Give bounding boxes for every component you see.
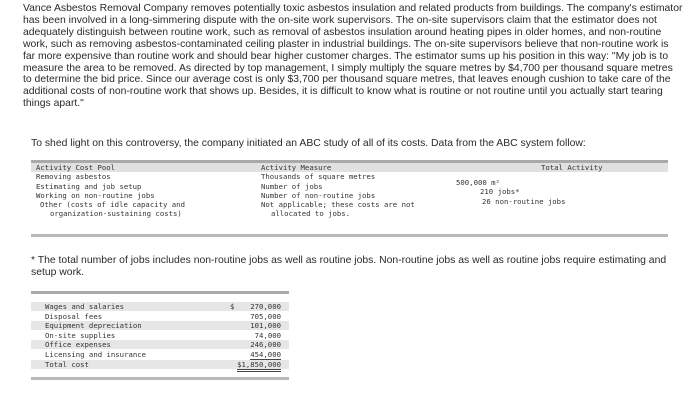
abc-row-total: 26 non-routine jobs — [482, 197, 566, 206]
abc-row-measure: Number of non-routine jobs — [261, 191, 376, 200]
abc-row-pool: Working on non-routine jobs — [36, 191, 155, 200]
abc-row-total: 500,000 m² — [456, 178, 500, 187]
abc-row-measure: Not applicable; these costs are not — [261, 200, 415, 209]
cost-amount: 101,000 — [250, 321, 281, 330]
abc-row-pool: Other (costs of idle capacity and — [40, 200, 185, 209]
cost-row — [31, 302, 289, 311]
header-activity-cost-pool: Activity Cost Pool — [36, 163, 116, 172]
cost-amount: 454,000 — [250, 349, 281, 359]
abc-row-total: 210 jobs* — [480, 187, 520, 196]
cost-label: On-site supplies — [45, 330, 116, 340]
cost-label: Wages and salaries — [45, 302, 125, 311]
abc-row-measure: Thousands of square metres — [261, 172, 376, 181]
cost-amount: 74,000 — [254, 330, 281, 340]
cost-amount: 246,000 — [250, 340, 281, 349]
cost-table — [31, 291, 289, 375]
cost-row-total — [31, 360, 289, 369]
cost-label: Total cost — [45, 360, 89, 369]
cost-row — [31, 321, 289, 330]
cost-dollar-sign: $ — [230, 302, 235, 311]
cost-amount: 270,000 — [250, 302, 281, 311]
abc-row-pool: Removing asbestos — [36, 172, 111, 181]
header-activity-measure: Activity Measure — [261, 163, 332, 172]
abc-table — [31, 160, 668, 237]
abc-row-measure: Number of jobs — [261, 182, 323, 191]
cost-label: Equipment depreciation — [45, 321, 142, 330]
footnote-text: * The total number of jobs includes non-routine jobs as well as routine jobs. Non-routine jobs as well as routine jobs require estimating and setup work. — [31, 255, 667, 278]
cost-row — [31, 312, 289, 321]
cost-row — [31, 331, 289, 340]
abc-table-bottom-rule — [31, 234, 668, 237]
cost-label: Office expenses — [45, 340, 111, 349]
cost-label: Disposal fees — [45, 311, 103, 321]
cost-row — [31, 340, 289, 349]
abc-row-pool: organization-sustaining costs) — [50, 209, 182, 218]
abc-row-measure: allocated to jobs. — [271, 209, 351, 218]
cost-label: Licensing and insurance — [45, 349, 147, 359]
intro-text: To shed light on this controversy, the company initiated an ABC study of all of its costs. Data from the ABC system follow: — [31, 138, 586, 149]
header-total-activity: Total Activity — [541, 163, 603, 172]
cost-amount: $1,850,000 — [237, 360, 281, 372]
cost-amount: 705,000 — [250, 311, 281, 321]
problem-paragraph: Vance Asbestos Removal Company removes potentially toxic asbestos insulation and related products from buildings. The company's estimator has been involved in a long-simmering dispute with the on-site work supervisors. The on-site supervisors claim that the estimator does not adequately distinguish between routine work, such as removal of asbestos insulation around heating pipes in older homes, and non-routine work, such as removing asbestos-contaminated ceiling plaster in industrial buildings. The on-site supervisors believe that non-routine work is far more expensive than routine work and should bear higher customer charges. The estimator sums up his position in this way: "My job is to measure the area to be removed. As directed by top management, I simply multiply the square metres by $4,700 per thousand square metres to determine the bid price. Since our average cost is only $3,700 per thousand square metres, that leaves enough cushion to take care of the additional costs of non-routine work that shows up. Besides, it is difficult to know what is routine or not routine until you actually start tearing things apart." — [23, 3, 683, 110]
cost-row — [31, 350, 289, 359]
cost-table-bottom-rule — [31, 377, 289, 380]
abc-row-pool: Estimating and job setup — [36, 182, 142, 191]
